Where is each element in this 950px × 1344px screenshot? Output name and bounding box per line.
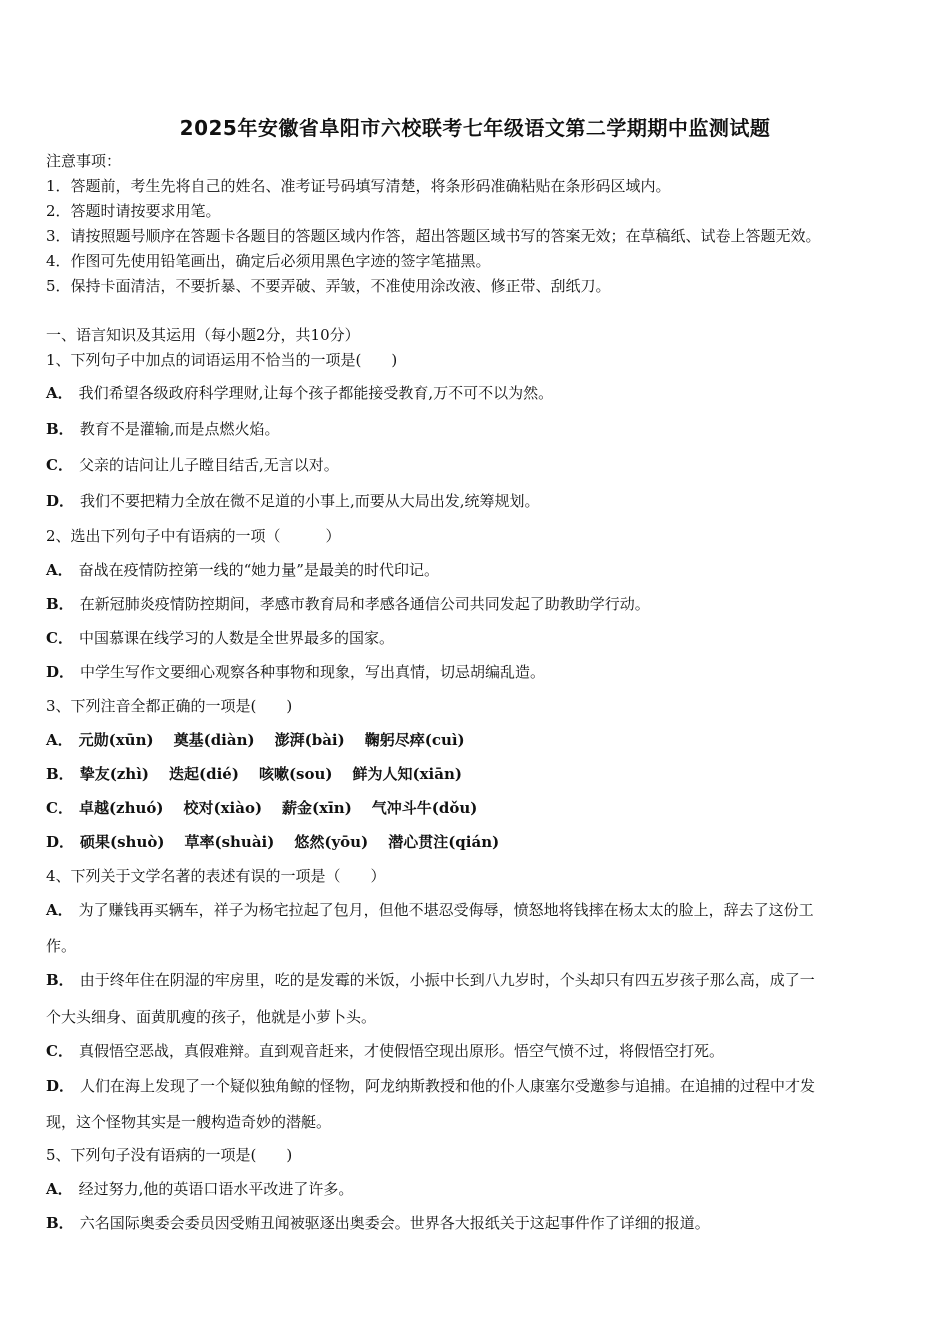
- option-text: 六名国际奥委会委员因受贿丑闻被驱逐出奥委会。世界各大报纸关于这起事件作了详细的报道。: [79, 1214, 710, 1232]
- pinyin-item: 挚友(zhì): [79, 765, 150, 783]
- question-4-option-d-cont: 现，这个怪物其实是一艘构造奇妙的潜艇。: [46, 1113, 332, 1131]
- question-4-option-b-cont: 个大头细身、面黄肌瘦的孩子，他就是小萝卜头。: [46, 1008, 377, 1026]
- notice-item-3: 3．请按照题号顺序在答题卡各题目的答题区域内作答，超出答题区域书写的答案无效；在草稿纸、试卷上答题无效。: [46, 227, 821, 245]
- pinyin-item: 卓越(zhuó): [78, 799, 164, 817]
- question-2-option-d: [46, 661, 910, 683]
- option-text: 中国慕课在线学习的人数是全世界最多的国家。: [78, 629, 394, 647]
- option-text: 教育不是灌输,而是点燃火焰。: [79, 420, 280, 438]
- question-2-option-c: [46, 627, 910, 649]
- option-label: B．: [46, 765, 74, 783]
- option-label: D．: [46, 833, 75, 851]
- question-3-option-b: [46, 763, 910, 785]
- option-label: B．: [46, 420, 74, 438]
- option-text: 父亲的诘问让儿子瞠目结舌,无言以对。: [78, 456, 339, 474]
- option-label: D．: [46, 492, 75, 510]
- option-label: C．: [46, 456, 73, 474]
- pinyin-item: 奠基(diàn): [173, 731, 255, 749]
- question-4-option-d: [46, 1075, 910, 1097]
- pinyin-item: 鞠躬尽瘁(cuì): [364, 731, 465, 749]
- option-label: D．: [46, 1077, 75, 1095]
- option-label: A．: [46, 384, 73, 402]
- option-text: 我们希望各级政府科学理财,让每个孩子都能接受教育,万不可不以为然。: [78, 384, 554, 402]
- pinyin-item: 悠然(yōu): [294, 833, 369, 851]
- question-5-stem: 5、下列句子没有语病的一项是( ): [46, 1146, 293, 1164]
- option-text: 我们不要把精力全放在微不足道的小事上,而要从大局出发,统筹规划。: [80, 492, 540, 510]
- pinyin-item: 迭起(dié): [169, 765, 239, 783]
- question-5-option-a: [46, 1178, 910, 1200]
- notice-item-5: 5．保持卡面清洁，不要折暴、不要弄破、弄皱，不准使用涂改液、修正带、刮纸刀。: [46, 277, 611, 295]
- question-3-option-a: [46, 729, 910, 751]
- option-text: 真假悟空恶战，真假难辩。直到观音赶来，才使假悟空现出原形。悟空气愤不过，将假悟空打死。: [78, 1042, 724, 1060]
- notice-item-4: 4．作图可先使用铅笔画出，确定后必须用黑色字迹的签字笔描黑。: [46, 252, 491, 270]
- question-4-option-c: [46, 1040, 910, 1062]
- option-label: A．: [46, 901, 73, 919]
- question-3-option-d: [46, 831, 910, 853]
- pinyin-item: 潜心贯注(qián): [388, 833, 500, 851]
- question-4-stem: 4、下列关于文学名著的表述有误的一项是（ ）: [46, 867, 386, 885]
- question-3-stem: 3、下列注音全都正确的一项是( ): [46, 697, 293, 715]
- option-label: C．: [46, 799, 73, 817]
- notice-heading: 注意事项：: [46, 152, 122, 170]
- pinyin-item: 气冲斗牛(dǒu): [371, 799, 478, 817]
- question-1-stem: 1、下列句子中加点的词语运用不恰当的一项是( ): [46, 351, 398, 369]
- pinyin-item: 校对(xiào): [183, 799, 263, 817]
- question-2-option-b: [46, 593, 910, 615]
- option-label: B．: [46, 971, 74, 989]
- option-text: 由于终年住在阴湿的牢房里，吃的是发霉的米饭，小振中长到八九岁时，个头却只有四五岁孩子那么高，成了一: [79, 971, 815, 989]
- option-text: 人们在海上发现了一个疑似独角鲸的怪物，阿龙纳斯教授和他的仆人康塞尔受邀参与追捕。在追捕的过程中才发: [80, 1077, 816, 1095]
- pinyin-item: 鲜为人知(xiān): [352, 765, 462, 783]
- option-label: B．: [46, 595, 74, 613]
- pinyin-item: 薪金(xīn): [282, 799, 352, 817]
- question-2-option-a: [46, 559, 910, 581]
- section-heading: 一、语言知识及其运用（每小题2分，共10分）: [46, 326, 360, 344]
- pinyin-item: 硕果(shuò): [80, 833, 165, 851]
- question-4-option-a: [46, 899, 910, 921]
- question-4-option-a-cont: 作。: [46, 937, 77, 955]
- page-title: 2025年安徽省阜阳市六校联考七年级语文第二学期期中监测试题: [179, 116, 771, 140]
- option-label: A．: [46, 1180, 73, 1198]
- option-text: 为了赚钱再买辆车，祥子为杨宅拉起了包月，但他不堪忍受侮辱，愤怒地将钱摔在杨太太的脸上，辞去了这份工: [78, 901, 814, 919]
- option-text: 奋战在疫情防控第一线的“她力量”是最美的时代印记。: [78, 561, 439, 579]
- question-1-option-b: [46, 418, 910, 440]
- notice-item-1: 1．答题前，考生先将自己的姓名、准考证号码填写清楚，将条形码准确粘贴在条形码区域内。: [46, 177, 671, 195]
- question-1-option-c: [46, 454, 910, 476]
- option-label: C．: [46, 629, 73, 647]
- question-4-option-b: [46, 969, 910, 991]
- pinyin-item: 元勋(xūn): [78, 731, 154, 749]
- pinyin-item: 咳嗽(sou): [258, 765, 333, 783]
- option-label: C．: [46, 1042, 73, 1060]
- option-text: 经过努力,他的英语口语水平改进了许多。: [78, 1180, 354, 1198]
- question-2-stem: 2、选出下列句子中有语病的一项（ ）: [46, 527, 341, 545]
- pinyin-item: 澎湃(bài): [274, 731, 345, 749]
- question-5-option-b: [46, 1212, 910, 1234]
- question-1-option-a: [46, 382, 910, 404]
- pinyin-item: 草率(shuài): [184, 833, 275, 851]
- option-text: 在新冠肺炎疫情防控期间，孝感市教育局和孝感各通信公司共同发起了助教助学行动。: [79, 595, 650, 613]
- option-label: A．: [46, 731, 73, 749]
- notice-item-2: 2．答题时请按要求用笔。: [46, 202, 221, 220]
- option-label: B．: [46, 1214, 74, 1232]
- question-3-option-c: [46, 797, 910, 819]
- option-text: 中学生写作文要细心观察各种事物和现象，写出真情，切忌胡编乱造。: [80, 663, 546, 681]
- option-label: A．: [46, 561, 73, 579]
- option-label: D．: [46, 663, 75, 681]
- question-1-option-d: [46, 490, 910, 512]
